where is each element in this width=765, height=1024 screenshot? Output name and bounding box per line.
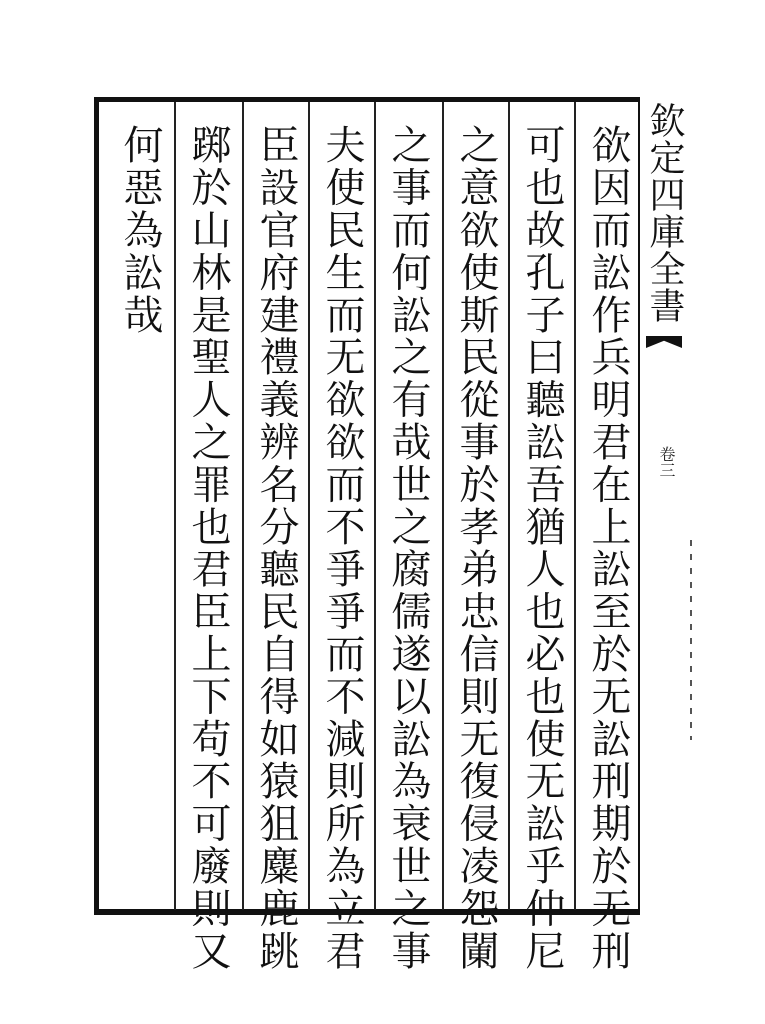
book-title: 欽定四庫全書	[644, 102, 685, 324]
text-column-3: 之意欲使斯民從事於孝弟忠信則无復侵凌怨䦨	[453, 124, 499, 972]
text-column-7: 踯於山林是聖人之罪也君臣上下苟不可廢則又	[185, 124, 231, 972]
text-column-8: 何惡為訟哉	[117, 124, 163, 336]
text-column-2: 可也故孔子曰聽訟吾猶人也必也使无訟乎仲尼	[519, 124, 565, 972]
juan-label: 卷三	[657, 446, 676, 478]
fishtail-mark	[646, 336, 682, 348]
page-edge	[690, 540, 692, 740]
text-column-4: 之事而何訟之有哉世之腐儒遂以訟為衰世之事	[385, 124, 431, 972]
text-column-5: 夫使民生而无欲欲而不爭爭而不減則所為立君	[319, 124, 365, 972]
text-column-1: 欲因而訟作兵明君在上訟至於无訟刑期於无刑	[585, 124, 631, 972]
text-column-6: 臣設官府建禮義辨名分聽民自得如猿狙麋鹿跳	[253, 124, 299, 972]
